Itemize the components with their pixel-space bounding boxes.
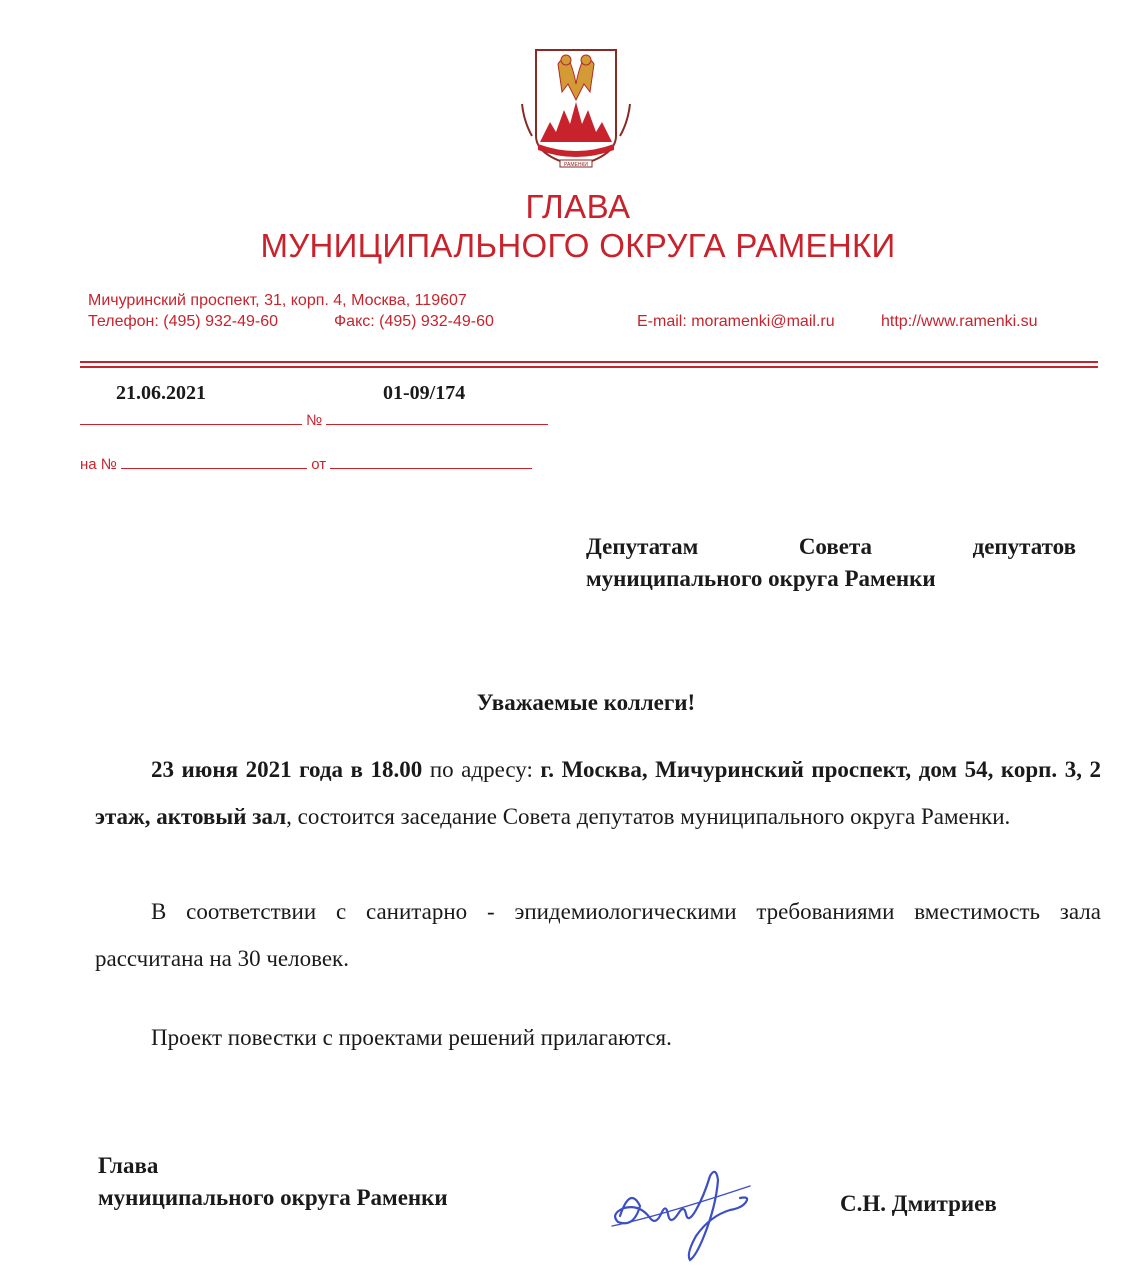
body-paragraph-3: Проект повестки с проектами решений прилагаются.: [151, 1025, 672, 1050]
header-title-line2: МУНИЦИПАЛЬНОГО ОКРУГА РАМЕНКИ: [260, 227, 896, 264]
recipient-line2: муниципального округа Раменки: [586, 566, 936, 591]
header-title-line1: ГЛАВА: [525, 188, 631, 225]
document-date: 21.06.2021: [116, 382, 206, 404]
header-website: http://www.ramenki.su: [881, 313, 1038, 330]
body-paragraph-2: В соответствии с санитарно - эпидемиологическими требованиями вместимость зала рассчитана на 30 человек.: [95, 899, 1101, 971]
body-paragraph-1: [95, 746, 1101, 840]
registration-row: [80, 410, 548, 429]
coat-of-arms-icon: [518, 44, 634, 174]
recipient-word: Депутатам: [586, 534, 699, 559]
signatory-title-line1: Глава: [98, 1153, 159, 1178]
date-underline: [80, 410, 302, 425]
number-label: №: [306, 412, 323, 429]
from-label: от: [311, 456, 327, 473]
header-email: E-mail: moramenki@mail.ru: [637, 313, 835, 330]
reply-number-underline: [121, 454, 307, 469]
header-phone: Телефон: (495) 932-49-60: [88, 313, 279, 330]
meeting-address: г. Москва, Мичуринский проспект, дом 54, корп. 3, 2 этаж, актовый зал: [95, 757, 1102, 829]
header-divider: [80, 366, 1098, 368]
recipient-word: Совета: [798, 534, 873, 559]
signatory-title: [98, 1150, 448, 1214]
reply-row: [80, 454, 532, 473]
coat-ribbon-text: РАМЕНКИ: [564, 162, 588, 168]
reply-date-underline: [330, 454, 532, 469]
header-divider: [80, 361, 1098, 363]
recipient-word: депутатов: [972, 534, 1076, 559]
number-underline: [326, 410, 548, 425]
signatory-title-line2: муниципального округа Раменки: [98, 1185, 448, 1210]
salutation: Уважаемые коллеги!: [476, 690, 696, 715]
document-number: 01-09/174: [383, 382, 466, 404]
header-address: Мичуринский проспект, 31, корп. 4, Москва, 119607: [88, 292, 467, 309]
in-reply-label: на №: [80, 456, 117, 473]
body-text: , состоится заседание Совета депутатов муниципального округа Раменки.: [286, 804, 1011, 829]
header-fax: Факс: (495) 932-49-60: [334, 313, 494, 330]
signatory-name: С.Н. Дмитриев: [840, 1191, 997, 1216]
body-text: по адресу:: [422, 757, 541, 782]
meeting-datetime: 23 июня 2021 года в 18.00: [151, 757, 423, 782]
recipient-block: [586, 531, 1076, 595]
handwritten-signature: [600, 1156, 765, 1266]
